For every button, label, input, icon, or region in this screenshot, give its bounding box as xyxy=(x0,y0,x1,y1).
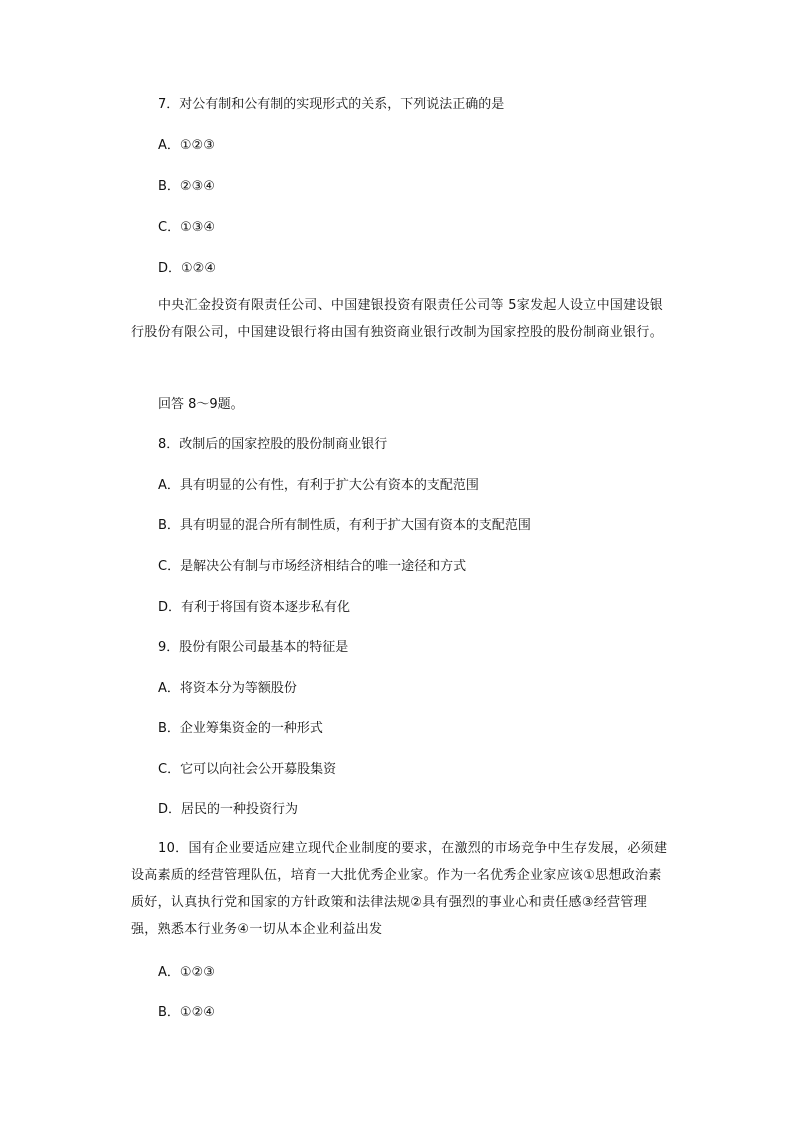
question-7-option-c: C．①③④ xyxy=(158,220,216,235)
question-7-option-a: A．①②③ xyxy=(158,138,215,153)
question-9-option-d: D．居民的一种投资行为 xyxy=(158,802,299,817)
question-9-stem: 9．股份有限公司最基本的特征是 xyxy=(158,640,349,655)
question-8-option-c: C．是解决公有制与市场经济相结合的唯一途径和方式 xyxy=(158,559,467,574)
question-7-stem: 7．对公有制和公有制的实现形式的关系，下列说法正确的是 xyxy=(158,97,505,112)
question-9-option-a: A．将资本分为等额股份 xyxy=(158,681,297,696)
reading-passage: 中央汇金投资有限责任公司、中国建银投资有限责任公司等 5家发起人设立中国建设银行股份有限公司，中国建设银行将由国有独资商业银行改制为国家控股的股份制商业银行。 xyxy=(131,298,664,340)
question-8-option-a: A．具有明显的公有性，有利于扩大公有资本的支配范围 xyxy=(158,478,479,493)
question-7-option-d: D．①②④ xyxy=(158,261,216,276)
question-8-option-d: D．有利于将国有资本逐步私有化 xyxy=(158,600,351,615)
question-10-option-a: A．①②③ xyxy=(158,965,215,980)
question-7-option-b: B．②③④ xyxy=(158,179,215,194)
question-9-option-c: C．它可以向社会公开募股集资 xyxy=(158,762,337,777)
question-8-option-b: B．具有明显的混合所有制性质，有利于扩大国有资本的支配范围 xyxy=(158,518,531,533)
question-9-option-b: B．企业筹集资金的一种形式 xyxy=(158,721,323,736)
question-10-stem: 10．国有企业要适应建立现代企业制度的要求，在激烈的市场竞争中生存发展，必须建设高素质的经营管理队伍，培育一大批优秀企业家。作为一名优秀企业家应该①思想政治素质好，认真执行党和国家的方针政策和法律法规②具有强烈的事业心和责任感③经营管理强，熟悉本行业务④一切从本企业利益出发 xyxy=(131,841,668,937)
question-8-stem: 8．改制后的国家控股的股份制商业银行 xyxy=(158,437,388,452)
question-10-option-b: B．①②④ xyxy=(158,1005,215,1020)
passage-instruction: 回答 8～9题。 xyxy=(158,397,244,412)
